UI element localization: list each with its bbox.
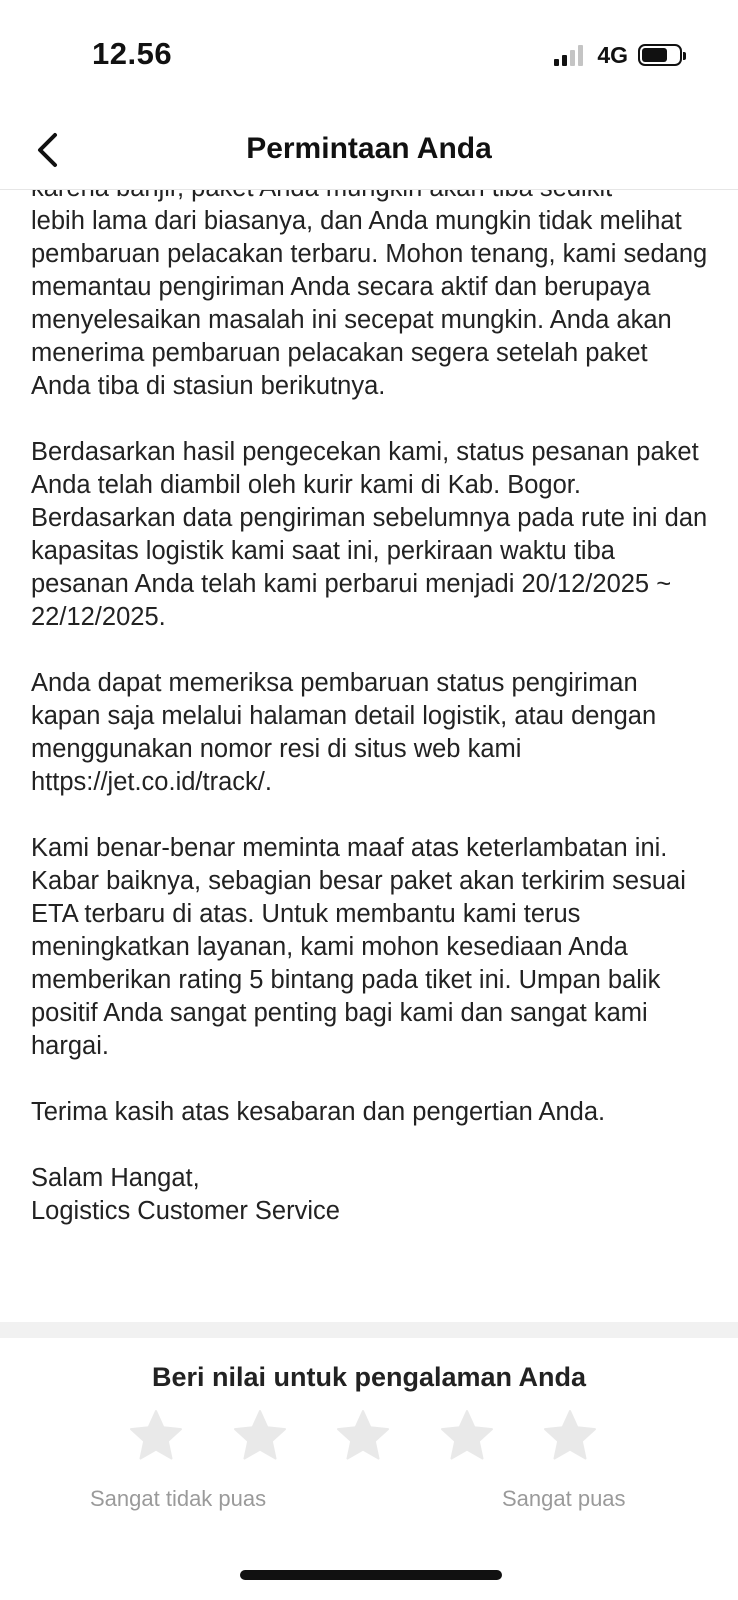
- star-icon[interactable]: [232, 1408, 288, 1464]
- page-header: [0, 110, 738, 190]
- page-title: Permintaan Anda: [246, 132, 492, 165]
- star-rating: [128, 1408, 598, 1464]
- signoff-greeting: Salam Hangat,: [31, 1164, 200, 1192]
- message-paragraph: Kami benar-benar meminta maaf atas keterlambatan ini. Kabar baiknya, sebagian besar paket akan terkirim sesuai ETA terbaru di atas. Untuk membantu kami terus meningkatkan layanan, kami mohon kesediaan Anda memberikan rating 5 bintang pada tiket ini. Umpan balik positif Anda sangat penting bagi kami dan sangat kami hargai.: [31, 834, 686, 1060]
- rating-title: Beri nilai untuk pengalaman Anda: [151, 1362, 587, 1392]
- status-time: 12.56: [92, 36, 173, 71]
- battery-icon: [638, 44, 682, 66]
- star-icon[interactable]: [128, 1408, 184, 1464]
- signoff-name: Logistics Customer Service: [31, 1197, 340, 1225]
- message-paragraph: lebih lama dari biasanya, dan Anda mungkin tidak melihat pembaruan pelacakan terbaru. Mohon tenang, kami sedang memantau pengiriman Anda secara aktif dan berupaya menyelesaikan masalah ini secepat mungkin. Anda akan menerima pembaruan pelacakan segera setelah paket Anda tiba di stasiun berikutnya.: [31, 207, 708, 400]
- star-icon[interactable]: [542, 1408, 598, 1464]
- rating-low-label: Sangat tidak puas: [90, 1486, 267, 1511]
- signal-icon: [554, 44, 583, 66]
- star-icon[interactable]: [335, 1408, 391, 1464]
- message-paragraph: Berdasarkan hasil pengecekan kami, status pesanan paket Anda telah diambil oleh kurir kami di Kab. Bogor. Berdasarkan data pengiriman sebelumnya pada rute ini dan kapasitas logistik kami saat ini, perkiraan waktu tiba pesanan Anda telah kami perbarui menjadi 20/12/2025 ~ 22/12/2025.: [31, 438, 708, 631]
- star-icon[interactable]: [439, 1408, 495, 1464]
- message-body: [31, 172, 711, 1228]
- network-type: 4G: [597, 41, 628, 68]
- status-indicators: [554, 40, 682, 70]
- rating-high-label: Sangat puas: [502, 1486, 626, 1511]
- message-scroll-area[interactable]: [0, 190, 738, 1320]
- message-signoff: [31, 1162, 711, 1228]
- message-paragraph: Anda dapat memeriksa pembaruan status pengiriman kapan saja melalui halaman detail logistik, atau dengan menggunakan nomor resi di situs web kami https://jet.co.id/track/.: [31, 669, 657, 796]
- rating-section: [0, 1338, 738, 1600]
- status-bar: [0, 0, 738, 110]
- section-divider: [0, 1322, 738, 1338]
- home-indicator[interactable]: [240, 1570, 502, 1580]
- message-paragraph: Terima kasih atas kesabaran dan pengertian Anda.: [31, 1098, 606, 1126]
